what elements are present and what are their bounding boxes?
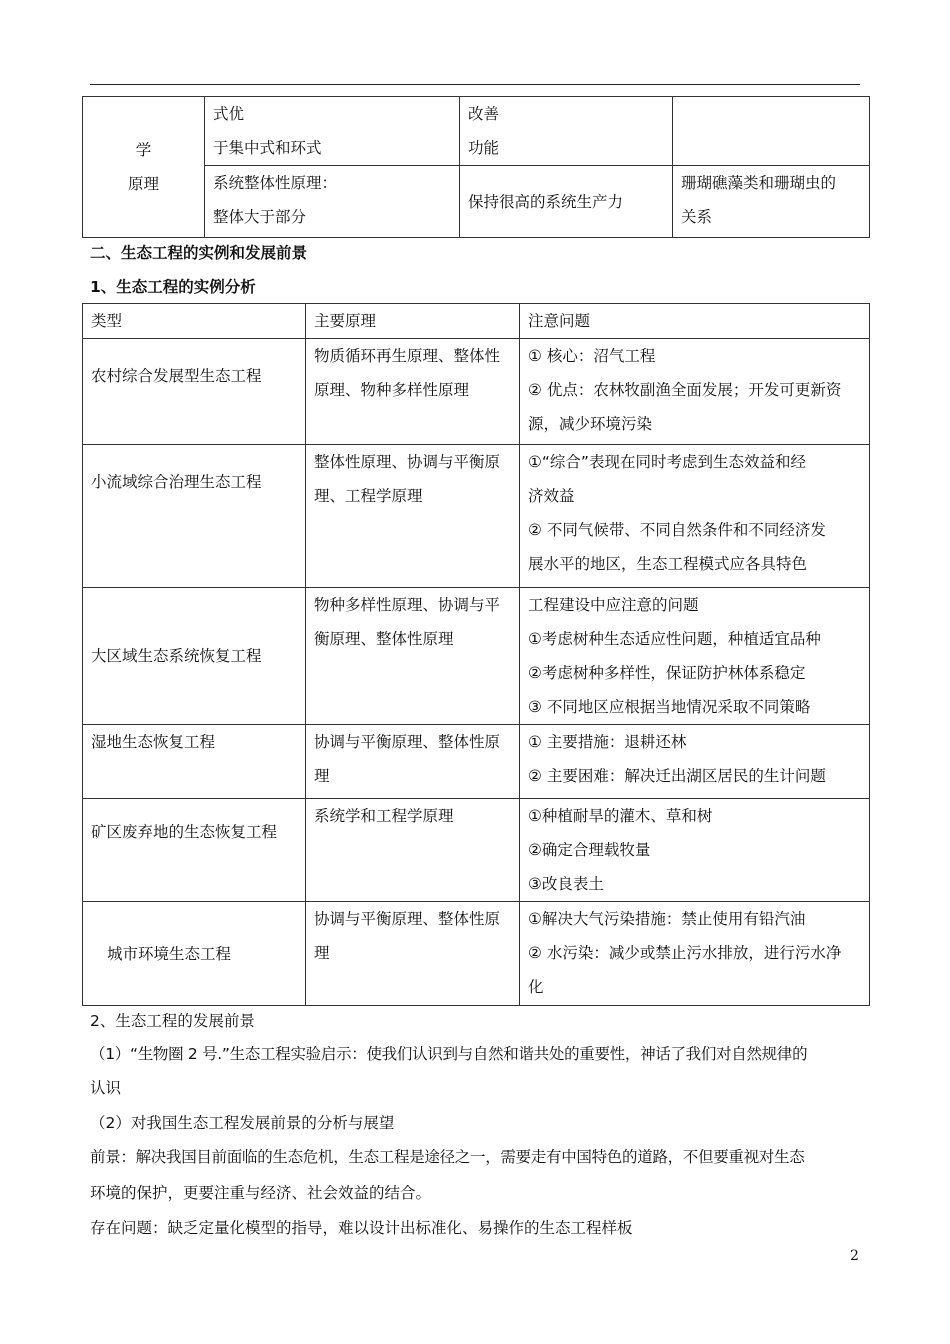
table-cell xyxy=(205,97,460,166)
paragraph-line: 前景：解决我国目前面临的生态危机，生态工程是途径之一，需要走有中国特色的道路，不但要重视对生态 xyxy=(90,1148,805,1166)
principles-table-continuation xyxy=(82,96,870,238)
cell-line: 整体大于部分 xyxy=(213,208,307,226)
cell-line: ③改良表土 xyxy=(528,875,604,893)
notes-cell xyxy=(520,339,870,445)
cell-line: 整体性原理、协调与平衡原 xyxy=(314,453,501,471)
table-cell xyxy=(673,166,870,238)
cell-line: 关系 xyxy=(681,208,713,226)
notes-cell xyxy=(520,725,870,799)
table-row xyxy=(83,725,870,799)
cell-line: ① 核心：沼气工程 xyxy=(528,347,656,365)
cell-line: 理、工程学原理 xyxy=(314,487,423,505)
paragraph-line: 环境的保护，更要注重与经济、社会效益的结合。 xyxy=(90,1184,432,1202)
table-row xyxy=(83,445,870,588)
table-cell xyxy=(460,97,673,166)
cell-line: 式优 xyxy=(213,105,245,123)
page-number: 2 xyxy=(850,1248,859,1264)
table-row xyxy=(83,799,870,902)
cell-line: ①“综合”表现在同时考虑到生态效益和经 xyxy=(528,453,806,471)
cell-line: 物种多样性原理、协调与平 xyxy=(314,596,501,614)
type-cell: 小流域综合治理生态工程 xyxy=(83,445,306,588)
principle-cell xyxy=(306,799,520,902)
paragraph-line: （1）“生物圈 2 号.”生态工程实验启示：使我们认识到与自然和谐共处的重要性，神话了我们对自然规律的 xyxy=(90,1045,808,1063)
cell-line: 系统整体性原理： xyxy=(213,174,338,192)
principle-cell xyxy=(306,339,520,445)
cell-line: 源，减少环境污染 xyxy=(528,415,653,433)
principle-cell xyxy=(306,902,520,1006)
cell-line: 功能 xyxy=(468,139,500,157)
cell-line: ①种植耐旱的灌木、草和树 xyxy=(528,807,713,825)
label-line: 学 xyxy=(135,141,152,159)
notes-cell xyxy=(520,588,870,725)
cell-line: ② 优点：农林牧副渔全面发展；开发可更新资 xyxy=(528,381,842,399)
cell-line: ② 水污染：减少或禁止污水排放，进行污水净 xyxy=(528,944,842,962)
notes-cell xyxy=(520,799,870,902)
notes-cell xyxy=(520,445,870,588)
subsection-heading: 2、生态工程的发展前景 xyxy=(90,1012,255,1030)
table-row xyxy=(83,339,870,445)
paragraph-line: 认识 xyxy=(90,1079,122,1097)
label-line: 原理 xyxy=(127,175,159,193)
type-cell: 矿区废弃地的生态恢复工程 xyxy=(83,799,306,902)
table-cell: 保持很高的系统生产力 xyxy=(460,166,673,238)
principle-cell xyxy=(306,725,520,799)
cell-line: 工程建设中应注意的问题 xyxy=(528,596,699,614)
table-cell xyxy=(673,97,870,166)
column-header: 注意问题 xyxy=(520,304,870,339)
cell-line: 衡原理、整体性原理 xyxy=(314,630,454,648)
cell-line: ③ 不同地区应根据当地情况采取不同策略 xyxy=(528,698,811,716)
type-cell: 大区域生态系统恢复工程 xyxy=(83,588,306,725)
type-cell: 农村综合发展型生态工程 xyxy=(83,339,306,445)
table-row xyxy=(83,902,870,1006)
table-header-row xyxy=(83,304,870,339)
cell-line: 于集中式和环式 xyxy=(213,139,322,157)
paragraph-line: （2）对我国生态工程发展前景的分析与展望 xyxy=(90,1114,395,1132)
principle-cell xyxy=(306,445,520,588)
cell-line: ①考虑树种生态适应性问题，种植适宜品种 xyxy=(528,630,821,648)
cell-line: 改善 xyxy=(468,105,500,123)
notes-cell xyxy=(520,902,870,1006)
ecological-engineering-examples-table xyxy=(82,303,870,1006)
section-heading: 二、生态工程的实例和发展前景 xyxy=(90,244,308,262)
cell-line: 协调与平衡原理、整体性原 xyxy=(314,910,501,928)
type-cell: 湿地生态恢复工程 xyxy=(83,725,306,799)
cell-line: 化 xyxy=(528,978,544,996)
cell-line: 原理、物种多样性原理 xyxy=(314,381,470,399)
cell-line: 济效益 xyxy=(528,487,575,505)
cell-line: 理 xyxy=(314,944,330,962)
cell-line: ① 主要措施：退耕还林 xyxy=(528,733,687,751)
cell-line: 协调与平衡原理、整体性原 xyxy=(314,733,501,751)
cell-line: ①解决大气污染措施：禁止使用有铅汽油 xyxy=(528,910,806,928)
cell-line: ② 主要困难：解决迁出湖区居民的生计问题 xyxy=(528,767,826,785)
cell-line: 展水平的地区，生态工程模式应各具特色 xyxy=(528,555,808,573)
cell-line: ②考虑树种多样性，保证防护林体系稳定 xyxy=(528,664,806,682)
cell-line: ② 不同气候带、不同自然条件和不同经济发 xyxy=(528,521,826,539)
cell-line: 理 xyxy=(314,767,330,785)
table-row xyxy=(83,588,870,725)
principle-cell xyxy=(306,588,520,725)
table-cell xyxy=(205,166,460,238)
cell-line: 珊瑚礁藻类和珊瑚虫的 xyxy=(681,174,837,192)
column-header: 主要原理 xyxy=(306,304,520,339)
type-cell: 城市环境生态工程 xyxy=(83,902,306,1006)
paragraph-line: 存在问题：缺乏定量化模型的指导，难以设计出标准化、易操作的生态工程样板 xyxy=(90,1219,633,1237)
header-rule xyxy=(90,84,860,85)
principle-label-cell xyxy=(83,97,205,238)
cell-line: 物质循环再生原理、整体性 xyxy=(314,347,501,365)
subsection-heading: 1、生态工程的实例分析 xyxy=(90,278,256,296)
cell-line: ②确定合理载牧量 xyxy=(528,841,651,859)
cell-line: 系统学和工程学原理 xyxy=(314,807,454,825)
column-header: 类型 xyxy=(83,304,306,339)
